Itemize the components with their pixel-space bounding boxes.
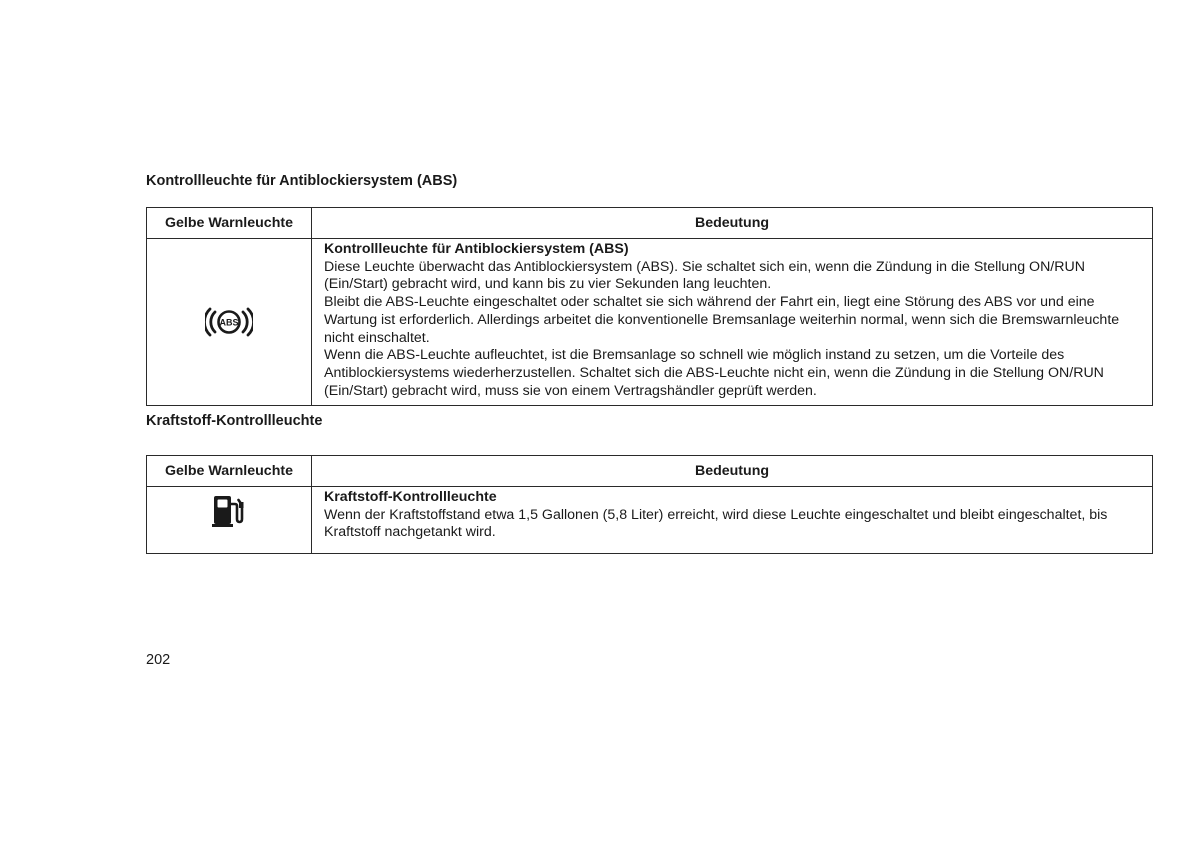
table-header-row	[147, 208, 1153, 239]
icon-cell	[147, 239, 312, 406]
fuel-pump-icon	[211, 503, 247, 519]
description-title: Kontrollleuchte für Antiblockiersystem (ABS)	[324, 241, 629, 257]
header-warning-light: Gelbe Warnleuchte	[147, 208, 312, 239]
table-row	[147, 487, 1153, 554]
fuel-warning-table	[146, 455, 1153, 554]
icon-cell	[147, 487, 312, 554]
header-warning-light: Gelbe Warnleuchte	[147, 456, 312, 487]
header-meaning: Bedeutung	[312, 456, 1153, 487]
abs-warning-table	[146, 207, 1153, 406]
section-title-abs: Kontrollleuchte für Antiblockiersystem (ABS)	[146, 173, 458, 189]
description-cell	[312, 487, 1153, 554]
header-meaning: Bedeutung	[312, 208, 1153, 239]
table-row	[147, 239, 1153, 406]
description-paragraph: Diese Leuchte überwacht das Antiblockiersystem (ABS). Sie schaltet sich ein, wenn die Zündung in die Stellung ON/RUN (Ein/Start) gebracht wird, und kann bis zu vier Sekunden lang leuchten.	[324, 258, 1085, 293]
table-header-row	[147, 456, 1153, 487]
section-title-fuel: Kraftstoff-Kontrollleuchte	[146, 413, 323, 429]
description-title: Kraftstoff-Kontrollleuchte	[324, 489, 497, 505]
description-paragraph: Wenn die ABS-Leuchte aufleuchtet, ist die Bremsanlage so schnell wie möglich instand zu setzen, um die Vorteile des Antiblockiersystems wiederherzustellen. Schaltet sich die ABS-Leuchte nicht ein, wenn die Zündung in die Stellung ON/RUN (Ein/Start) gebracht wird, muss sie von einem Vertragshändler geprüft werden.	[324, 347, 1104, 399]
description-paragraph: Wenn der Kraftstoffstand etwa 1,5 Gallonen (5,8 Liter) erreicht, wird diese Leuchte eingeschaltet und bleibt eingeschaltet, bis Kraftstoff nachgetankt wird.	[324, 506, 1108, 541]
abs-icon-label: ABS	[219, 317, 239, 328]
description-cell	[312, 239, 1153, 406]
abs-warning-icon	[205, 314, 253, 330]
description-paragraph: Bleibt die ABS-Leuchte eingeschaltet oder schaltet sie sich während der Fahrt ein, liegt eine Störung des ABS vor und eine Wartung ist erforderlich. Allerdings arbeitet die konventionelle Bremsanlage weiterhin normal, wenn sich die Bremswarnleuchte nicht einschaltet.	[324, 294, 1120, 346]
page-number: 202	[146, 652, 171, 668]
